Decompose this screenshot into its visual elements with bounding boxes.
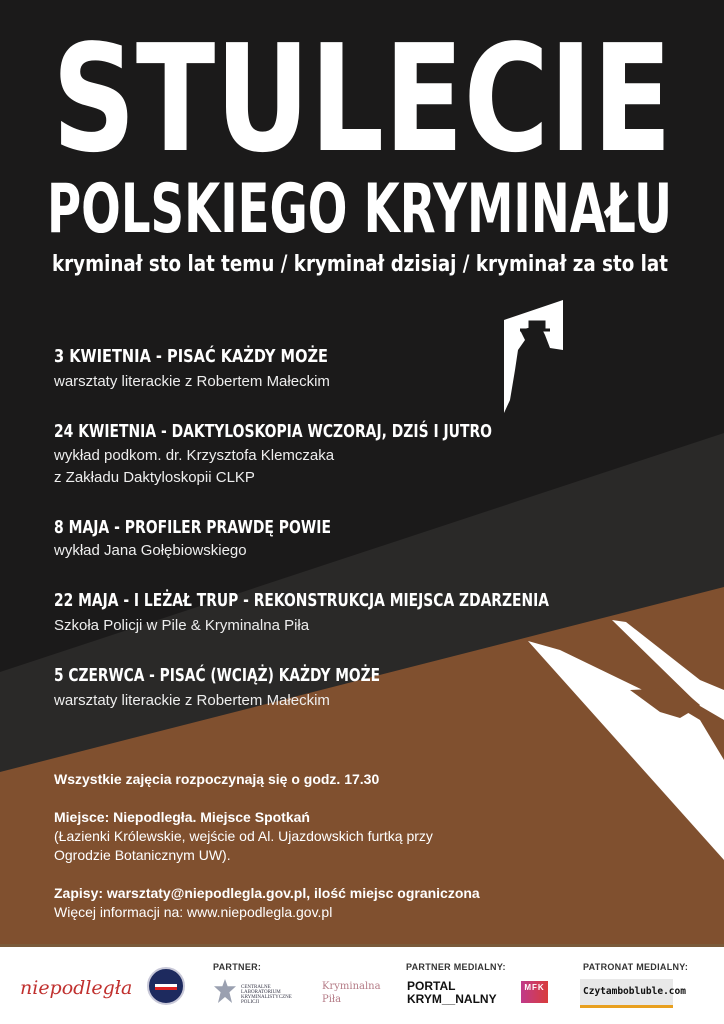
logo-niepodlegla: niepodległa xyxy=(20,977,133,999)
place-detail: Ogrodzie Botanicznym UW). xyxy=(54,847,231,863)
poster-subtitle: POLSKIEGO KRYMINAŁU xyxy=(47,170,672,249)
event-description: z Zakładu Daktyloskopii CLKP xyxy=(54,469,255,486)
tagline: kryminał sto lat temu / kryminał dzisiaj / kryminał za sto lat xyxy=(52,252,669,277)
logo-clkp: CENTRALNE LABORATORIUM KRYMINALISTYCZNE POLICJI xyxy=(241,985,292,1005)
event-heading: 24 KWIETNIA - DAKTYLOSKOPIA WCZORAJ, DZIŚ I JUTRO xyxy=(54,421,621,442)
logo-portal-kryminalny xyxy=(407,980,497,1006)
logo-mfk: MFK xyxy=(521,981,548,1003)
place-detail: (Łazienki Królewskie, wejście od Al. Ujazdowskich furtką przy xyxy=(54,828,433,844)
partner-label: PARTNER: xyxy=(213,962,262,972)
event-heading: 8 MAJA - PROFILER PRAWDĘ POWIE xyxy=(54,517,331,538)
clkp-star-icon xyxy=(214,979,236,1003)
media-partner-label: PARTNER MEDIALNY: xyxy=(406,962,506,972)
place: Miejsce: Niepodległa. Miejsce Spotkań xyxy=(54,809,310,825)
event-description: wykład Jana Gołębiowskiego xyxy=(54,542,247,559)
footer-logos xyxy=(0,947,724,1024)
logo-czytambobluble xyxy=(580,979,686,1008)
poster-title: STULECIE xyxy=(52,13,672,185)
police-school-logo-icon xyxy=(147,967,185,1005)
logo-kryminalna-pila: Kryminalna Piła xyxy=(322,981,381,1005)
event-description: wykład podkom. dr. Krzysztofa Klemczaka xyxy=(54,447,335,464)
event-description: Szkoła Policji w Pile & Kryminalna Piła xyxy=(54,617,310,634)
event-heading: 3 KWIETNIA - PISAĆ KAŻDY MOŻE xyxy=(54,346,393,367)
event-heading: 5 CZERWCA - PISAĆ (WCIĄŻ) KAŻDY MOŻE xyxy=(54,665,481,686)
info-block xyxy=(54,770,480,922)
more-info: Więcej informacji na: www.niepodlegla.gov.pl xyxy=(54,904,333,920)
event-heading: 22 MAJA - I LEŻAŁ TRUP - REKONSTRUKCJA MIEJSCA ZDARZENIA xyxy=(54,590,697,611)
event-description: warsztaty literackie z Robertem Małeckim xyxy=(54,373,330,390)
logo-portal-line: PORTAL xyxy=(407,979,456,993)
logo-czytam-text: Czytambobluble.com xyxy=(583,986,686,997)
event-description: warsztaty literackie z Robertem Małeckim xyxy=(54,692,330,709)
logo-portal-line: KRYM__NALNY xyxy=(407,992,497,1006)
patron-label: PATRONAT MEDIALNY: xyxy=(583,962,689,972)
signup: Zapisy: warsztaty@niepodlegla.gov.pl, ilość miejsc ograniczona xyxy=(54,885,480,901)
start-time: Wszystkie zajęcia rozpoczynają się o godz. 17.30 xyxy=(54,771,380,787)
